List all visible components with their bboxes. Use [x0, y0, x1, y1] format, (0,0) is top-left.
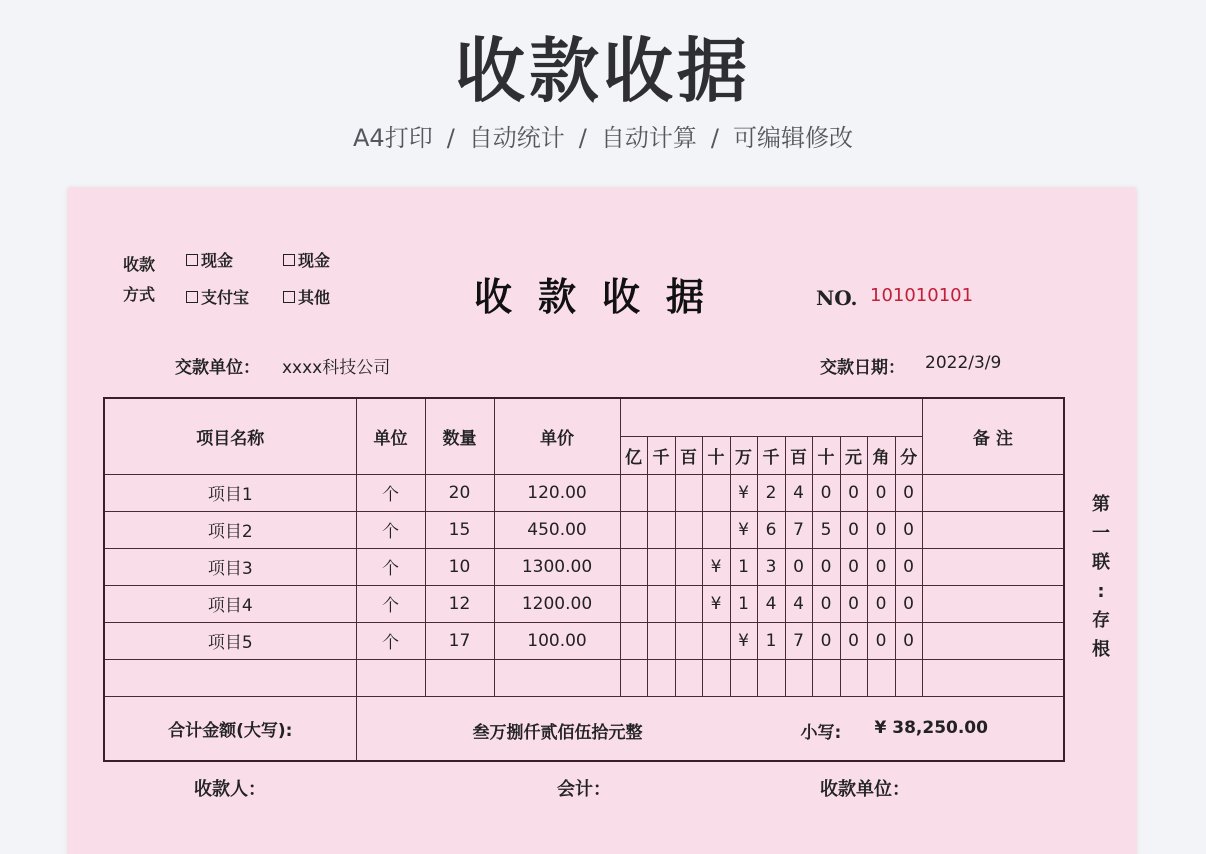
hero-subtitle: [0, 122, 1206, 154]
digit-cell: 4: [785, 474, 812, 511]
remark-cell[interactable]: [922, 622, 1064, 659]
item-name[interactable]: 项目1: [104, 474, 356, 511]
digit-cell: 0: [895, 548, 922, 585]
payment-date-value: 2022/3/9: [925, 353, 1002, 373]
item-quantity[interactable]: 12: [425, 585, 494, 622]
digit-header: 万: [730, 436, 757, 474]
table-row-empty: [104, 659, 1064, 696]
digit-cell: 0: [867, 548, 895, 585]
digit-cell: ¥: [730, 622, 757, 659]
small-amount-value: ¥ 38,250.00: [874, 717, 988, 738]
digit-cell: 0: [867, 511, 895, 548]
digit-header: 分: [895, 436, 922, 474]
digit-cell: [702, 622, 730, 659]
hero-title: 收款收据: [455, 30, 751, 112]
item-price[interactable]: [494, 659, 620, 696]
remark-cell[interactable]: [922, 548, 1064, 585]
total-amount-words: 叁万捌仟贰佰伍拾元整: [472, 722, 643, 743]
item-price[interactable]: 120.00: [494, 474, 620, 511]
digit-cell: [620, 474, 647, 511]
total-amount-cell: [356, 696, 1064, 761]
payment-option-cash-2[interactable]: 现金: [283, 248, 330, 271]
checkbox-icon[interactable]: [186, 291, 198, 303]
digit-header: 千: [647, 436, 675, 474]
digit-cell: [675, 548, 702, 585]
item-unit[interactable]: [356, 659, 425, 696]
item-name[interactable]: 项目2: [104, 511, 356, 548]
remark-cell[interactable]: [922, 585, 1064, 622]
header-remark: 备 注: [922, 398, 1064, 474]
digit-cell: 0: [840, 622, 867, 659]
digit-cell: [785, 659, 812, 696]
digit-cell: 0: [867, 585, 895, 622]
item-quantity[interactable]: 10: [425, 548, 494, 585]
small-amount-label: 小写:: [800, 722, 842, 743]
table-row: [104, 585, 1064, 622]
digit-cell: ¥: [702, 585, 730, 622]
table-row: [104, 511, 1064, 548]
feature-auto-calc: 自动计算: [600, 124, 697, 152]
digit-header: 千: [757, 436, 785, 474]
digit-cell: [675, 585, 702, 622]
digit-cell: [647, 585, 675, 622]
feature-auto-stats: 自动统计: [468, 124, 565, 152]
payment-option-other[interactable]: 其他: [283, 285, 330, 308]
digit-cell: 0: [840, 511, 867, 548]
digit-cell: 4: [785, 585, 812, 622]
copy-indicator: 第 一 联 : 存 根: [1092, 494, 1110, 660]
separator: /: [710, 124, 719, 152]
digit-cell: [620, 659, 647, 696]
digit-header: 百: [785, 436, 812, 474]
feature-print: A4打印: [353, 124, 433, 152]
digit-cell: [702, 511, 730, 548]
digit-cell: [620, 511, 647, 548]
item-unit[interactable]: 个: [356, 474, 425, 511]
payment-method-label-1: 收款: [123, 255, 156, 274]
receipt-table: [103, 397, 1065, 762]
item-quantity[interactable]: [425, 659, 494, 696]
digit-cell: [647, 511, 675, 548]
digit-cell: 1: [730, 585, 757, 622]
digit-cell: 0: [785, 548, 812, 585]
payment-date-label: 交款日期：: [820, 358, 905, 378]
item-name[interactable]: 项目4: [104, 585, 356, 622]
digit-cell: 2: [757, 474, 785, 511]
digit-header: 角: [867, 436, 895, 474]
digit-cell: 0: [812, 622, 840, 659]
accountant-signature-label: 会计：: [557, 779, 611, 800]
digit-cell: 0: [840, 585, 867, 622]
digit-cell: [730, 659, 757, 696]
digit-cell: [702, 474, 730, 511]
digit-cell: [620, 585, 647, 622]
item-unit[interactable]: 个: [356, 585, 425, 622]
header-unit: 单位: [356, 398, 425, 474]
digit-cell: [895, 659, 922, 696]
receipt-number-label: NO.: [816, 286, 858, 310]
digit-cell: 0: [895, 511, 922, 548]
total-row: [104, 696, 1064, 761]
remark-cell[interactable]: [922, 511, 1064, 548]
digit-header: 元: [840, 436, 867, 474]
digit-cell: ¥: [730, 474, 757, 511]
payer-label: 交款单位：: [175, 358, 260, 378]
digit-cell: [647, 548, 675, 585]
item-unit[interactable]: 个: [356, 548, 425, 585]
digit-cell: 0: [867, 474, 895, 511]
digit-cell: 0: [895, 474, 922, 511]
digit-cell: [647, 659, 675, 696]
header-unit-price: 单价: [494, 398, 620, 474]
digit-cell: [757, 659, 785, 696]
table-header-row: [104, 398, 1064, 436]
digit-cell: 0: [867, 622, 895, 659]
checkbox-icon[interactable]: [283, 254, 295, 266]
digit-cell: [620, 622, 647, 659]
item-price[interactable]: 450.00: [494, 511, 620, 548]
separator: /: [446, 124, 455, 152]
item-quantity[interactable]: 15: [425, 511, 494, 548]
checkbox-icon[interactable]: [283, 291, 295, 303]
digit-cell: [647, 474, 675, 511]
digit-cell: [675, 659, 702, 696]
digit-cell: 1: [730, 548, 757, 585]
digit-cell: 0: [840, 548, 867, 585]
digit-cell: [840, 659, 867, 696]
digit-header: 亿: [620, 436, 647, 474]
digit-cell: 4: [757, 585, 785, 622]
checkbox-icon[interactable]: [186, 254, 198, 266]
digit-header: 十: [812, 436, 840, 474]
header-amount-group: [620, 398, 922, 436]
receiving-unit-label: 收款单位：: [820, 779, 910, 800]
digit-header: 百: [675, 436, 702, 474]
digit-header: 十: [702, 436, 730, 474]
payment-option-cash-1[interactable]: 现金: [186, 248, 233, 271]
item-unit[interactable]: 个: [356, 511, 425, 548]
item-quantity[interactable]: 17: [425, 622, 494, 659]
item-name[interactable]: 项目3: [104, 548, 356, 585]
digit-cell: [867, 659, 895, 696]
digit-cell: 6: [757, 511, 785, 548]
payment-option-alipay[interactable]: 支付宝: [186, 285, 249, 308]
digit-cell: 3: [757, 548, 785, 585]
item-price[interactable]: 1200.00: [494, 585, 620, 622]
digit-cell: [675, 474, 702, 511]
table-row: [104, 622, 1064, 659]
digit-cell: 0: [895, 622, 922, 659]
digit-cell: 7: [785, 622, 812, 659]
table-row: [104, 474, 1064, 511]
digit-cell: 0: [812, 474, 840, 511]
receipt-title: 收款收据: [474, 274, 731, 319]
remark-cell[interactable]: [922, 474, 1064, 511]
digit-cell: 0: [812, 548, 840, 585]
digit-cell: 1: [757, 622, 785, 659]
digit-cell: ¥: [702, 548, 730, 585]
digit-cell: [812, 659, 840, 696]
digit-cell: ¥: [730, 511, 757, 548]
digit-cell: [702, 659, 730, 696]
item-price[interactable]: 1300.00: [494, 548, 620, 585]
digit-cell: 0: [840, 474, 867, 511]
header-quantity: 数量: [425, 398, 494, 474]
item-price[interactable]: 100.00: [494, 622, 620, 659]
receipt-number-value: 101010101: [870, 285, 974, 306]
digit-cell: 0: [895, 585, 922, 622]
payment-method-label-2: 方式: [123, 285, 156, 304]
table-row: [104, 548, 1064, 585]
digit-cell: 0: [812, 585, 840, 622]
feature-editable: 可编辑修改: [732, 124, 853, 152]
item-quantity[interactable]: 20: [425, 474, 494, 511]
digit-cell: [647, 622, 675, 659]
receiver-signature-label: 收款人：: [194, 779, 266, 800]
digit-cell: [675, 622, 702, 659]
remark-cell[interactable]: [922, 659, 1064, 696]
payer-value: xxxx科技公司: [282, 358, 391, 378]
digit-cell: [675, 511, 702, 548]
item-name[interactable]: 项目5: [104, 622, 356, 659]
digit-cell: 5: [812, 511, 840, 548]
separator: /: [578, 124, 587, 152]
header-item-name: 项目名称: [104, 398, 356, 474]
digit-cell: 7: [785, 511, 812, 548]
total-label: 合计金额(大写):: [104, 696, 356, 761]
digit-cell: [620, 548, 647, 585]
item-name[interactable]: [104, 659, 356, 696]
item-unit[interactable]: 个: [356, 622, 425, 659]
